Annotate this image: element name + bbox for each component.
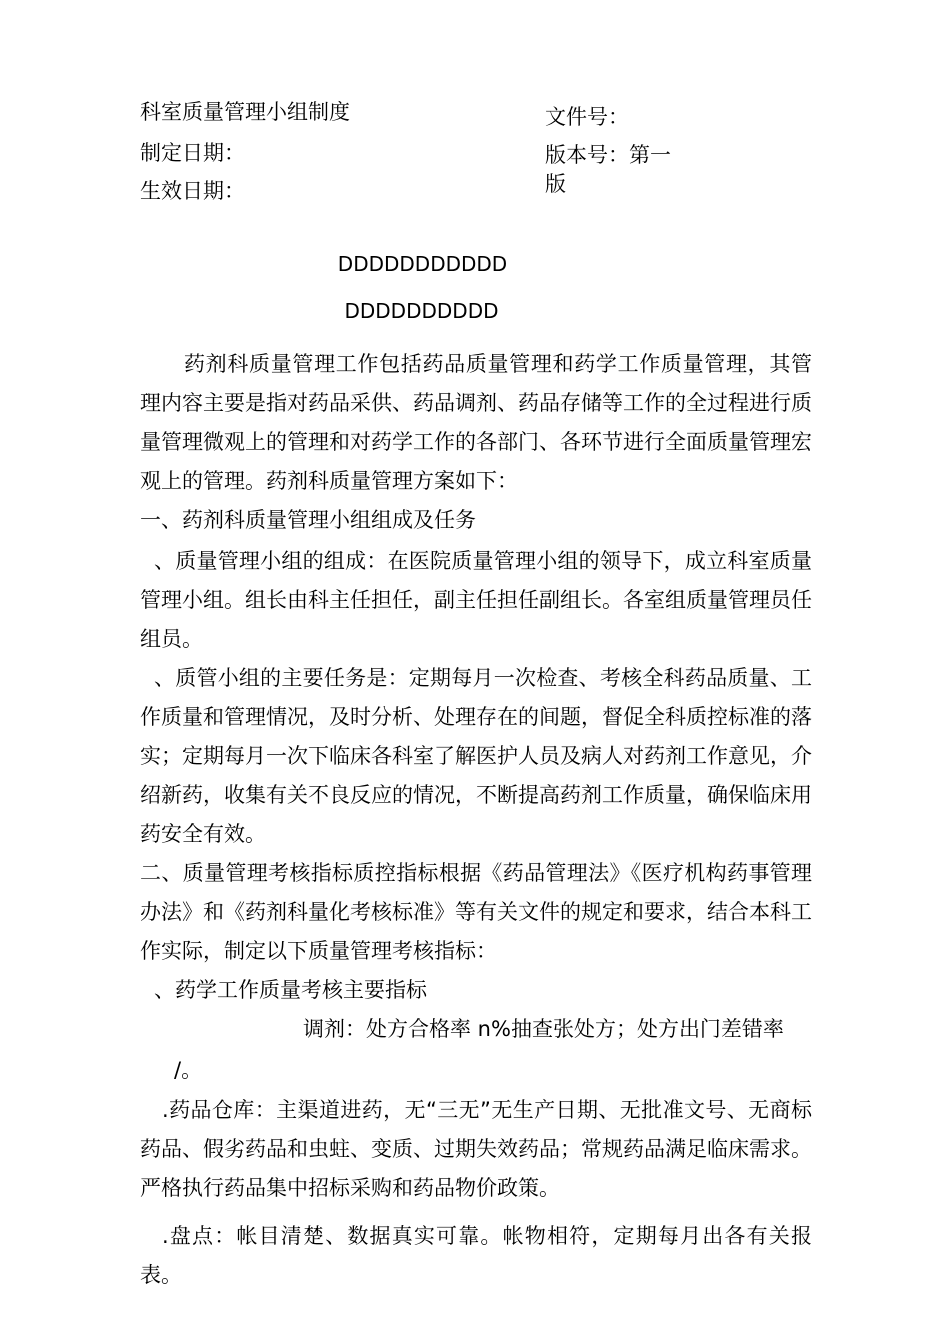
document-title: 科室质量管理小组制度	[140, 100, 350, 124]
section-1-item-1: 、质量管理小组的组成：在医院质量管理小组的领导下，成立科室质量管理小组。组长由科主任担任，副主任担任副组长。各室组质量管理员任组员。	[140, 549, 812, 651]
intro-paragraph: 药剂科质量管理工作包括药品质量管理和药学工作质量管理，其管理内容主要是指对药品采供、药品调剂、药品存储等工作的全过程进行质量管理微观上的管理和对药学工作的各部门、各环节进行全面质量管理宏观上的管理。药剂科质量管理方案如下：	[140, 352, 812, 493]
section-2-item-1: 、药学工作质量考核主要指标	[154, 978, 427, 1002]
effective-date-label: 生效日期：	[140, 179, 245, 203]
section-1-heading: 一、药剂科质量管理小组组成及任务	[140, 508, 476, 532]
section-2-paragraph: 二、质量管理考核指标质控指标根据《药品管理法》《医疗机构药事管理办法》和《药剂科量化考核标准》等有关文件的规定和要求，结合本科工作实际，制定以下质量管理考核指标：	[140, 861, 812, 963]
dispensing-indicator: 调剂：处方合格率 n%抽查张处方；处方出门差错率	[303, 1017, 784, 1041]
inventory-paragraph: .盘点：帐目清楚、数据真实可靠。帐物相符，定期每月出各有关报表。	[140, 1224, 812, 1287]
warehouse-paragraph: .药品仓库：主渠道进药，无“三无”无生产日期、无批准文号、无商标药品、假劣药品和虫蛀、变质、过期失效药品；常规药品满足临床需求。严格执行药品集中招标采购和药品物价政策。	[140, 1098, 812, 1200]
section-1-item-2: 、质管小组的主要任务是：定期每月一次检查、考核全科药品质量、工作质量和管理情况，及时分析、处理存在的间题，督促全科质控标准的落实；定期每月一次下临床各科室了解医护人员及病人对药剂工作意见，介绍新药，收集有关不良反应的情况，不断提高药剂工作质量，确保临床用药安全有效。	[140, 666, 812, 846]
placeholder-heading-1: DDDDDDDDDDD	[337, 252, 508, 276]
version-label: 版本号：第一	[545, 143, 671, 167]
version-label-continued: 版	[545, 172, 566, 196]
set-date-label: 制定日期：	[140, 141, 245, 165]
file-number-label: 文件号：	[545, 105, 629, 129]
dispensing-indicator-continued: /。	[174, 1058, 203, 1082]
placeholder-heading-2: DDDDDDDDDD	[344, 299, 499, 323]
